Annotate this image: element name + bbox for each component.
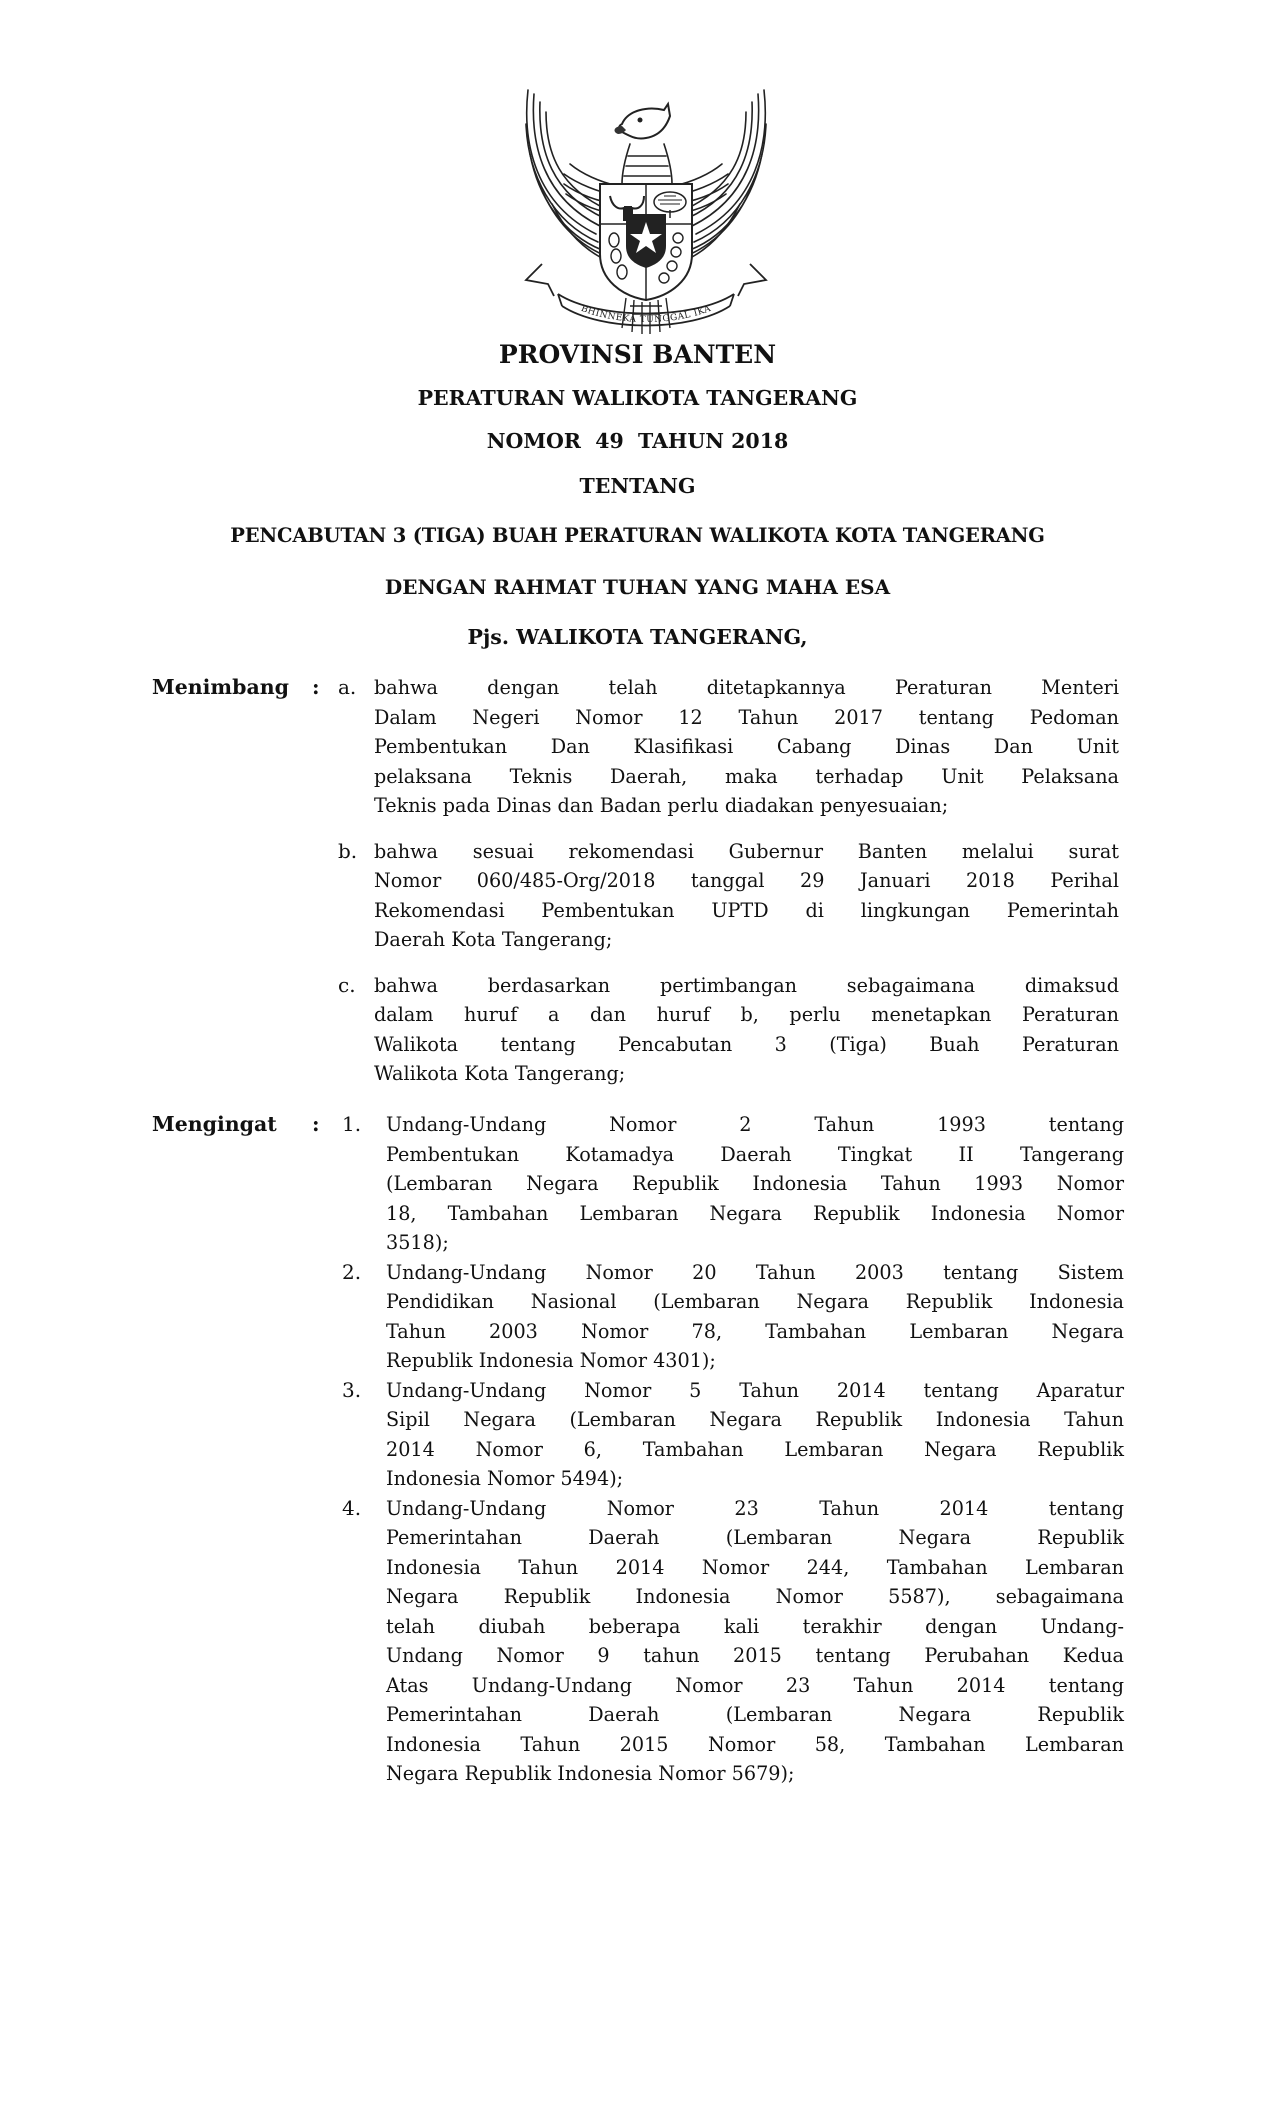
text-line: Indonesia Tahun 2015 Nomor 58, Tambahan Lembaran: [386, 1732, 1124, 1756]
regulation-title: PERATURAN WALIKOTA TANGERANG: [417, 386, 858, 410]
text-line: Nomor 060/485-Org/2018 tanggal 29 Januari 2018 Perihal: [374, 869, 1119, 892]
item-marker: 1.: [342, 1112, 362, 1136]
text-line: Walikota Kota Tangerang;: [374, 1062, 626, 1085]
list-item: [342, 1110, 1127, 1258]
list-item: [338, 837, 1125, 955]
text-line: Pemerintahan Daerah (Lembaran Negara Republik: [386, 1526, 1124, 1549]
text-line: Walikota tentang Pencabutan 3 (Tiga) Buah Peraturan: [374, 1032, 1119, 1056]
text-line: dalam huruf a dan huruf b, perlu menetapkan Peraturan: [374, 1003, 1119, 1026]
mengingat-items: [342, 1110, 1127, 1789]
item-text: [386, 1258, 1124, 1376]
text-line: 3518);: [386, 1231, 449, 1254]
menimbang-items: [338, 673, 1125, 1089]
text-line: pelaksana Teknis Daerah, maka terhadap Unit Pelaksana: [374, 764, 1119, 788]
item-text: [374, 837, 1119, 955]
text-line: (Lembaran Negara Republik Indonesia Tahun 1993 Nomor: [386, 1172, 1124, 1195]
about-label: TENTANG: [579, 474, 696, 498]
text-line: bahwa berdasarkan pertimbangan sebagaimana dimaksud: [374, 973, 1119, 997]
item-text: [374, 673, 1119, 821]
text-line: Undang-Undang Nomor 23 Tahun 2014 tentang: [386, 1496, 1124, 1520]
text-line: Sipil Negara (Lembaran Negara Republik Indonesia Tahun: [386, 1408, 1124, 1431]
mengingat-label: Mengingat: [152, 1112, 277, 1136]
item-marker: 4.: [342, 1495, 362, 1520]
item-text: [374, 971, 1119, 1089]
text-line: Undang Nomor 9 tahun 2015 tentang Perubahan Kedua: [386, 1644, 1124, 1667]
item-marker: c.: [338, 972, 356, 997]
text-line: Undang-Undang Nomor 5 Tahun 2014 tentang Aparatur: [386, 1378, 1124, 1402]
text-line: Negara Republik Indonesia Nomor 5587), sebagaimana: [386, 1585, 1124, 1608]
list-item: [342, 1494, 1127, 1789]
official-title: Pjs. WALIKOTA TANGERANG,: [467, 625, 808, 649]
text-line: 18, Tambahan Lembaran Negara Republik Indonesia Nomor: [386, 1201, 1124, 1225]
text-line: telah diubah beberapa kali terakhir dengan Undang-: [386, 1614, 1124, 1638]
list-item: [342, 1376, 1127, 1494]
list-item: [338, 971, 1125, 1089]
text-line: Undang-Undang Nomor 20 Tahun 2003 tentang Sistem: [386, 1260, 1124, 1284]
item-marker: 2.: [342, 1259, 362, 1284]
text-line: Republik Indonesia Nomor 4301);: [386, 1349, 716, 1372]
motto-text: BHINNEKA TUNGGAL IKA: [579, 303, 713, 326]
item-text: [386, 1494, 1124, 1789]
garuda-emblem-icon: [518, 84, 774, 340]
text-line: bahwa dengan telah ditetapkannya Peraturan Menteri: [374, 676, 1119, 699]
item-text: [386, 1110, 1124, 1258]
text-line: Negara Republik Indonesia Nomor 5679);: [386, 1762, 795, 1785]
item-marker: b.: [338, 838, 358, 863]
text-line: Daerah Kota Tangerang;: [374, 928, 613, 951]
text-line: Pembentukan Kotamadya Daerah Tingkat II Tangerang: [386, 1142, 1124, 1166]
item-text: [386, 1376, 1124, 1494]
text-line: Rekomendasi Pembentukan UPTD di lingkungan Pemerintah: [374, 898, 1119, 922]
text-line: Tahun 2003 Nomor 78, Tambahan Lembaran Negara: [386, 1319, 1124, 1343]
menimbang-label: Menimbang: [152, 675, 289, 699]
text-line: Pendidikan Nasional (Lembaran Negara Republik Indonesia: [386, 1290, 1124, 1313]
text-line: Undang-Undang Nomor 2 Tahun 1993 tentang: [386, 1113, 1124, 1136]
text-line: Teknis pada Dinas dan Badan perlu diadakan penyesuaian;: [374, 794, 949, 817]
text-line: Indonesia Nomor 5494);: [386, 1467, 624, 1490]
mengingat-colon: :: [312, 1112, 320, 1136]
regulation-number: NOMOR 49 TAHUN 2018: [486, 429, 789, 453]
text-line: Pemerintahan Daerah (Lembaran Negara Republik: [386, 1703, 1124, 1726]
list-item: [342, 1258, 1127, 1376]
invocation: DENGAN RAHMAT TUHAN YANG MAHA ESA: [384, 575, 891, 599]
list-item: [338, 673, 1125, 821]
text-line: 2014 Nomor 6, Tambahan Lembaran Negara Republik: [386, 1437, 1124, 1461]
menimbang-colon: :: [312, 675, 320, 699]
text-line: Indonesia Tahun 2014 Nomor 244, Tambahan Lembaran: [386, 1555, 1124, 1579]
province-title: PROVINSI BANTEN: [498, 340, 777, 369]
text-line: Pembentukan Dan Klasifikasi Cabang Dinas Dan Unit: [374, 735, 1119, 758]
text-line: Atas Undang-Undang Nomor 23 Tahun 2014 tentang: [386, 1673, 1124, 1697]
text-line: bahwa sesuai rekomendasi Gubernur Banten melalui surat: [374, 839, 1119, 863]
text-line: Dalam Negeri Nomor 12 Tahun 2017 tentang Pedoman: [374, 705, 1119, 729]
item-marker: a.: [338, 675, 357, 699]
item-marker: 3.: [342, 1377, 362, 1402]
regulation-subject: PENCABUTAN 3 (TIGA) BUAH PERATURAN WALIKOTA KOTA TANGERANG: [230, 524, 1045, 547]
